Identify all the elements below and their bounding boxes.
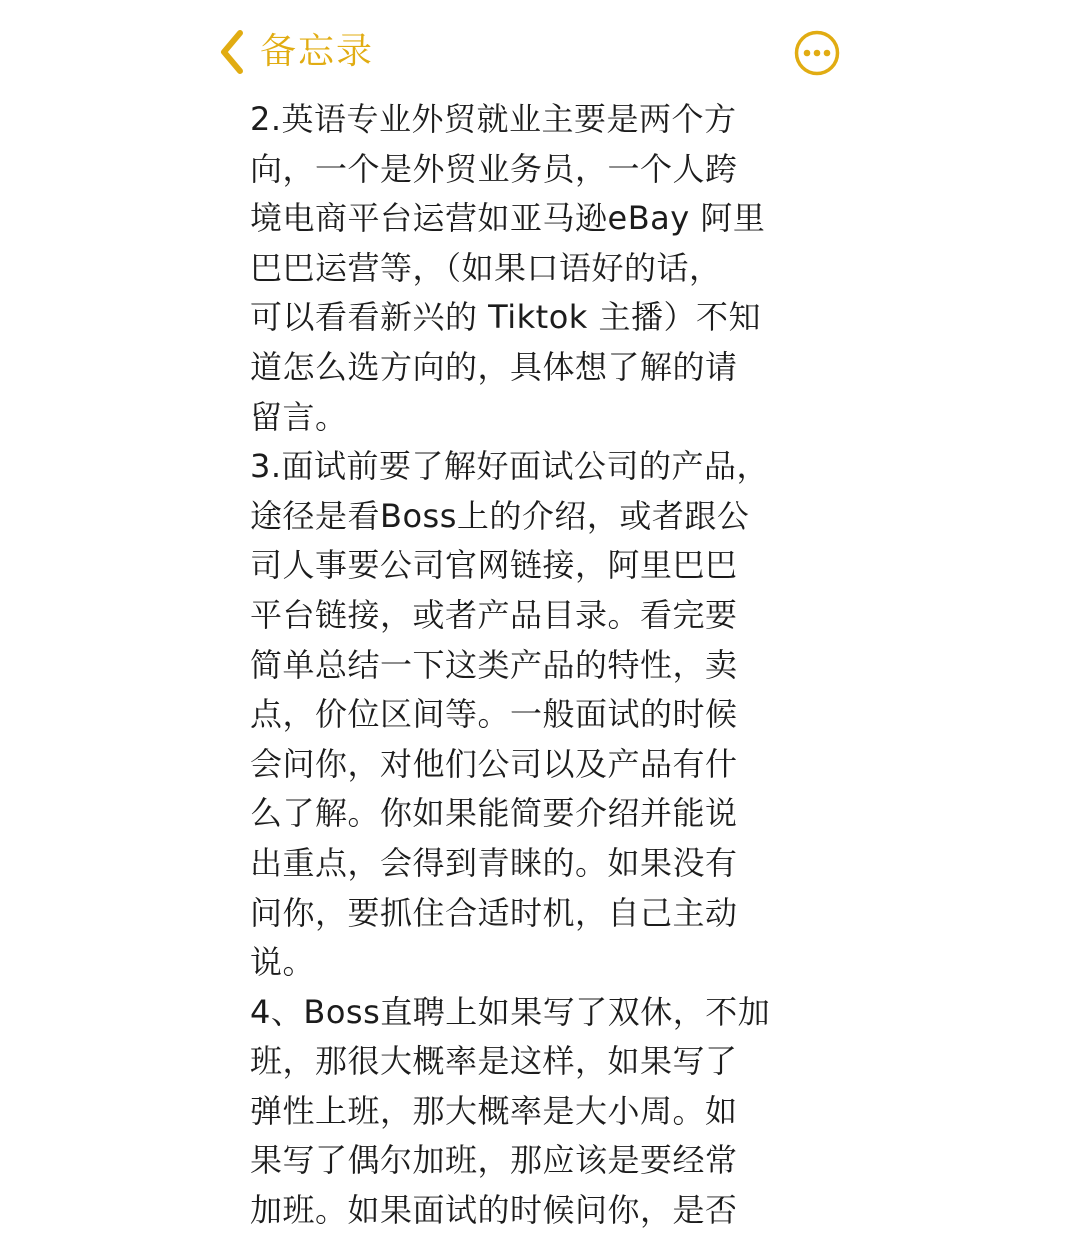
- note-line: 么了解。你如果能简要介绍并能说: [250, 794, 738, 833]
- more-options-button[interactable]: [794, 30, 840, 76]
- ellipsis-circle-icon: [794, 30, 840, 76]
- note-line: 加班。如果面试的时候问你，是否: [250, 1191, 738, 1230]
- note-line: 留言。: [250, 397, 348, 436]
- note-line: 可以看看新兴的 Tiktok 主播）不知: [250, 298, 761, 337]
- note-line: 境电商平台运营如亚马逊eBay 阿里: [250, 199, 766, 238]
- note-line: 巴巴运营等，（如果口语好的话，: [250, 248, 722, 287]
- note-line: 会问你，对他们公司以及产品有什: [250, 744, 738, 783]
- note-line: 向，一个是外贸业务员，一个人跨: [250, 149, 738, 188]
- note-line: 道怎么选方向的，具体想了解的请: [250, 347, 738, 386]
- note-line: 弹性上班，那大概率是大小周。如: [250, 1091, 738, 1130]
- back-button[interactable]: [216, 22, 374, 82]
- chevron-left-icon: [216, 27, 248, 77]
- note-line: 果写了偶尔加班，那应该是要经常: [250, 1141, 738, 1180]
- note-line: 问你，要抓住合适时机，自己主动: [250, 893, 738, 932]
- note-line: 司人事要公司官网链接，阿里巴巴: [250, 546, 738, 585]
- note-line: 3.面试前要了解好面试公司的产品，: [250, 447, 770, 486]
- note-line: 点，价位区间等。一般面试的时候: [250, 695, 738, 734]
- note-line: 班，那很大概率是这样，如果写了: [250, 1042, 738, 1081]
- note-line: 说。: [250, 943, 316, 982]
- note-content[interactable]: [250, 95, 830, 1236]
- note-line: 简单总结一下这类产品的特性，卖: [250, 645, 738, 684]
- note-line: 出重点，会得到青睐的。如果没有: [250, 843, 738, 882]
- navigation-bar: [0, 0, 1080, 100]
- back-label: 备忘录: [260, 31, 375, 72]
- note-line: 途径是看Boss上的介绍，或者跟公: [250, 496, 750, 535]
- note-line: 2.英语专业外贸就业主要是两个方: [250, 100, 737, 138]
- note-line: 平台链接，或者产品目录。看完要: [250, 595, 738, 634]
- note-line: 4、Boss直聘上如果写了双休，不加: [250, 992, 771, 1031]
